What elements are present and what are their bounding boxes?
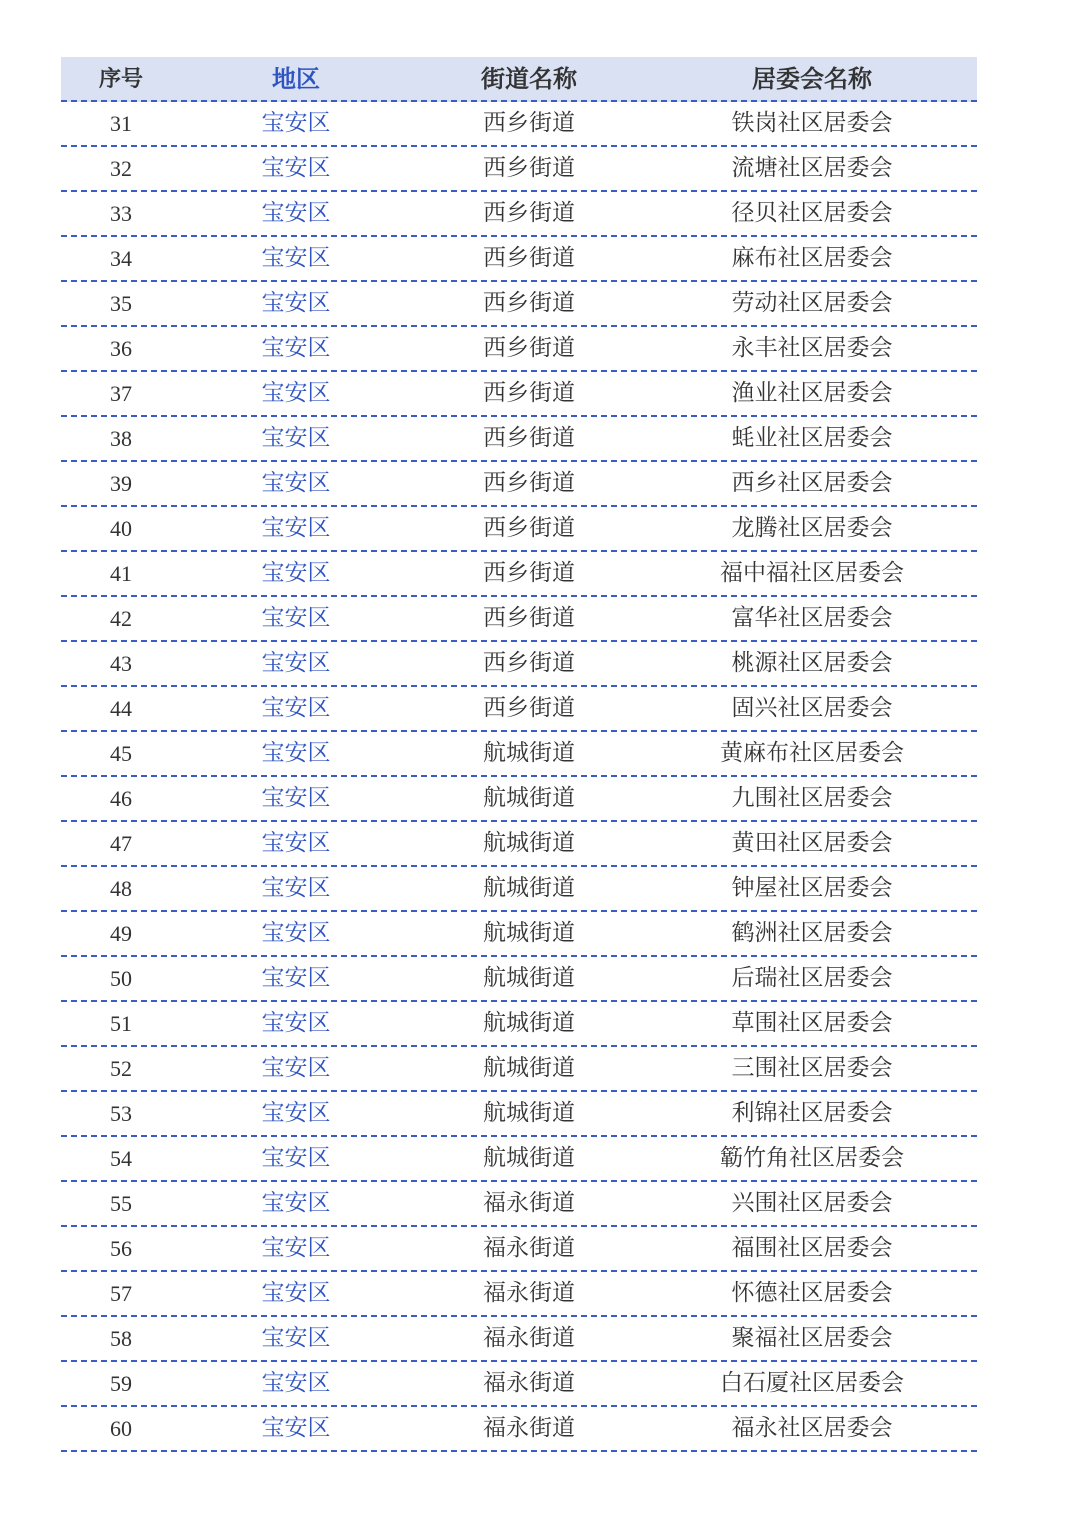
row-district: 宝安区 <box>261 560 331 586</box>
row-street: 福永街道 <box>483 1280 575 1306</box>
table-row <box>61 912 977 957</box>
row-committee: 西乡社区居委会 <box>731 470 893 496</box>
row-district: 宝安区 <box>261 425 331 451</box>
row-district: 宝安区 <box>261 1370 331 1396</box>
row-number: 51 <box>110 1010 132 1036</box>
row-committee: 永丰社区居委会 <box>731 335 893 361</box>
row-street: 福永街道 <box>483 1325 575 1351</box>
row-district: 宝安区 <box>261 1415 331 1441</box>
row-street: 航城街道 <box>483 1100 575 1126</box>
table-row <box>61 867 977 912</box>
table-row <box>61 957 977 1002</box>
row-district: 宝安区 <box>261 110 331 136</box>
row-street: 西乡街道 <box>483 380 575 406</box>
row-number: 47 <box>110 830 132 856</box>
row-number: 57 <box>110 1280 132 1306</box>
row-street: 航城街道 <box>483 1145 575 1171</box>
row-street: 航城街道 <box>483 740 575 766</box>
row-street: 航城街道 <box>483 920 575 946</box>
row-district: 宝安区 <box>261 920 331 946</box>
row-street: 西乡街道 <box>483 200 575 226</box>
table-header-row <box>61 57 977 102</box>
row-number: 52 <box>110 1055 132 1081</box>
row-district: 宝安区 <box>261 155 331 181</box>
row-number: 46 <box>110 785 132 811</box>
row-district: 宝安区 <box>261 335 331 361</box>
table-row <box>61 552 977 597</box>
row-number: 38 <box>110 425 132 451</box>
row-committee: 麻布社区居委会 <box>731 245 893 271</box>
row-district: 宝安区 <box>261 650 331 676</box>
row-committee: 利锦社区居委会 <box>731 1100 893 1126</box>
table-row <box>61 1137 977 1182</box>
table-row <box>61 282 977 327</box>
row-committee: 后瑞社区居委会 <box>731 965 893 991</box>
row-district: 宝安区 <box>261 470 331 496</box>
row-committee: 流塘社区居委会 <box>731 155 893 181</box>
row-number: 34 <box>110 245 132 271</box>
table-row <box>61 777 977 822</box>
table-row <box>61 417 977 462</box>
table-row <box>61 102 977 147</box>
row-street: 西乡街道 <box>483 155 575 181</box>
row-committee: 白石厦社区居委会 <box>720 1370 904 1396</box>
row-committee: 径贝社区居委会 <box>731 200 893 226</box>
header-street: 街道名称 <box>481 64 577 93</box>
row-committee: 福永社区居委会 <box>731 1415 893 1441</box>
table-row <box>61 372 977 417</box>
row-number: 44 <box>110 695 132 721</box>
row-district: 宝安区 <box>261 830 331 856</box>
row-street: 福永街道 <box>483 1190 575 1216</box>
row-committee: 九围社区居委会 <box>731 785 893 811</box>
row-number: 50 <box>110 965 132 991</box>
row-district: 宝安区 <box>261 380 331 406</box>
row-committee: 聚福社区居委会 <box>731 1325 893 1351</box>
row-street: 西乡街道 <box>483 695 575 721</box>
row-number: 60 <box>110 1415 132 1441</box>
table-row <box>61 597 977 642</box>
row-street: 西乡街道 <box>483 515 575 541</box>
row-district: 宝安区 <box>261 605 331 631</box>
row-committee: 福围社区居委会 <box>731 1235 893 1261</box>
table-body <box>61 102 977 1452</box>
row-street: 西乡街道 <box>483 290 575 316</box>
row-street: 航城街道 <box>483 785 575 811</box>
table-row <box>61 1182 977 1227</box>
row-street: 航城街道 <box>483 1055 575 1081</box>
table-row <box>61 1047 977 1092</box>
row-district: 宝安区 <box>261 200 331 226</box>
row-street: 航城街道 <box>483 830 575 856</box>
row-number: 42 <box>110 605 132 631</box>
row-number: 43 <box>110 650 132 676</box>
row-number: 55 <box>110 1190 132 1216</box>
row-number: 58 <box>110 1325 132 1351</box>
row-district: 宝安区 <box>261 965 331 991</box>
row-number: 40 <box>110 515 132 541</box>
row-number: 59 <box>110 1370 132 1396</box>
row-district: 宝安区 <box>261 1235 331 1261</box>
row-committee: 固兴社区居委会 <box>731 695 893 721</box>
row-number: 37 <box>110 380 132 406</box>
row-number: 49 <box>110 920 132 946</box>
table-row <box>61 1407 977 1452</box>
row-street: 福永街道 <box>483 1235 575 1261</box>
table-row <box>61 327 977 372</box>
row-committee: 怀德社区居委会 <box>731 1280 893 1306</box>
table-row <box>61 1362 977 1407</box>
table-row <box>61 732 977 777</box>
row-committee: 钟屋社区居委会 <box>731 875 893 901</box>
row-street: 西乡街道 <box>483 605 575 631</box>
row-street: 西乡街道 <box>483 470 575 496</box>
table-row <box>61 1317 977 1362</box>
row-street: 西乡街道 <box>483 245 575 271</box>
row-district: 宝安区 <box>261 875 331 901</box>
row-number: 33 <box>110 200 132 226</box>
row-district: 宝安区 <box>261 245 331 271</box>
row-street: 福永街道 <box>483 1415 575 1441</box>
row-street: 西乡街道 <box>483 560 575 586</box>
row-district: 宝安区 <box>261 785 331 811</box>
row-district: 宝安区 <box>261 695 331 721</box>
row-number: 32 <box>110 155 132 181</box>
row-district: 宝安区 <box>261 1100 331 1126</box>
row-committee: 三围社区居委会 <box>731 1055 893 1081</box>
row-district: 宝安区 <box>261 1145 331 1171</box>
table-row <box>61 507 977 552</box>
table-row <box>61 642 977 687</box>
row-committee: 富华社区居委会 <box>731 605 893 631</box>
table-row <box>61 1272 977 1317</box>
row-district: 宝安区 <box>261 515 331 541</box>
table-row <box>61 1002 977 1047</box>
table-row <box>61 822 977 867</box>
row-number: 45 <box>110 740 132 766</box>
table-row <box>61 192 977 237</box>
committee-table <box>61 57 977 1452</box>
table-row <box>61 147 977 192</box>
row-district: 宝安区 <box>261 1055 331 1081</box>
row-number: 35 <box>110 290 132 316</box>
row-number: 31 <box>110 110 132 136</box>
row-street: 西乡街道 <box>483 650 575 676</box>
row-street: 西乡街道 <box>483 335 575 361</box>
row-district: 宝安区 <box>261 740 331 766</box>
row-street: 福永街道 <box>483 1370 575 1396</box>
row-district: 宝安区 <box>261 1325 331 1351</box>
row-number: 36 <box>110 335 132 361</box>
row-committee: 黄麻布社区居委会 <box>720 740 904 766</box>
row-street: 航城街道 <box>483 1010 575 1036</box>
row-number: 54 <box>110 1145 132 1171</box>
table-row <box>61 1227 977 1272</box>
header-committee: 居委会名称 <box>752 64 872 93</box>
row-district: 宝安区 <box>261 290 331 316</box>
row-number: 39 <box>110 470 132 496</box>
row-number: 41 <box>110 560 132 586</box>
row-street: 西乡街道 <box>483 425 575 451</box>
row-committee: 蚝业社区居委会 <box>731 425 893 451</box>
table-row <box>61 462 977 507</box>
row-committee: 福中福社区居委会 <box>720 560 904 586</box>
row-committee: 草围社区居委会 <box>731 1010 893 1036</box>
table-row <box>61 237 977 282</box>
row-committee: 劳动社区居委会 <box>731 290 893 316</box>
row-number: 56 <box>110 1235 132 1261</box>
row-committee: 鹤洲社区居委会 <box>731 920 893 946</box>
table-row <box>61 687 977 732</box>
row-street: 航城街道 <box>483 875 575 901</box>
row-committee: 铁岗社区居委会 <box>731 110 893 136</box>
table-row <box>61 1092 977 1137</box>
row-number: 53 <box>110 1100 132 1126</box>
row-street: 西乡街道 <box>483 110 575 136</box>
row-committee: 桃源社区居委会 <box>731 650 893 676</box>
row-district: 宝安区 <box>261 1190 331 1216</box>
row-committee: 渔业社区居委会 <box>731 380 893 406</box>
header-no: 序号 <box>98 65 143 91</box>
row-committee: 簕竹角社区居委会 <box>720 1145 904 1171</box>
header-district: 地区 <box>272 64 320 93</box>
row-district: 宝安区 <box>261 1010 331 1036</box>
row-committee: 龙腾社区居委会 <box>731 515 893 541</box>
row-number: 48 <box>110 875 132 901</box>
row-committee: 兴围社区居委会 <box>731 1190 893 1216</box>
row-district: 宝安区 <box>261 1280 331 1306</box>
row-street: 航城街道 <box>483 965 575 991</box>
row-committee: 黄田社区居委会 <box>731 830 893 856</box>
